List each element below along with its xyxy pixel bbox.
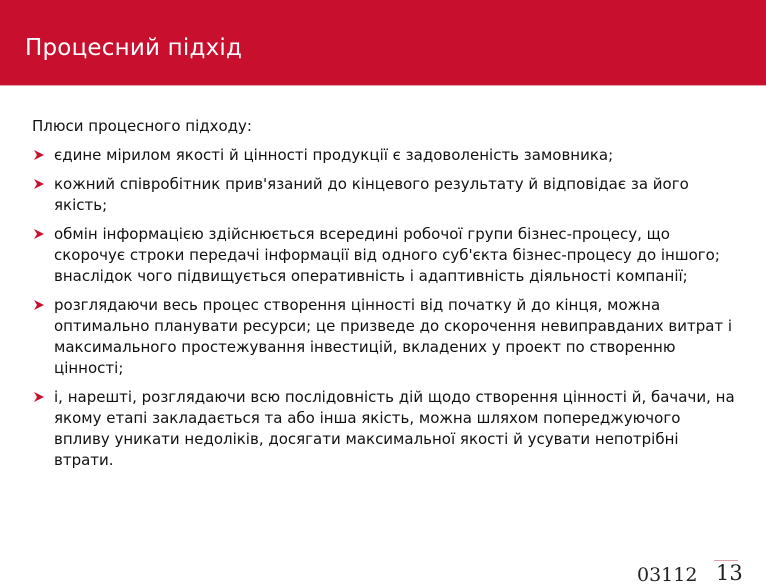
bullet-text: обмін інформацією здійснюється всередині робочої групи бізнес-процесу, що скорочує строки передачі інформації від одного суб'єкта бізнес-процесу до іншого; внаслідок чого підвищується оперативність і адаптивність діяльності компанії; xyxy=(54,225,720,285)
list-item xyxy=(32,387,740,471)
intro-text: Плюси процесного підходу: xyxy=(32,117,252,135)
slide-header xyxy=(0,0,766,86)
chevron-right-icon xyxy=(32,298,46,312)
bullet-text: розглядаючи весь процес створення цінності від початку й до кінця, можна оптимально планувати ресурси; це призведе до скорочення невиправданих витрат і максимального простежування інвестицій, вкладених у проект по створенню цінності; xyxy=(54,296,733,377)
chevron-right-icon xyxy=(32,390,46,404)
slide-footer xyxy=(0,546,766,586)
list-item xyxy=(32,174,740,216)
bullet-text: єдине мірилом якості й цінності продукції є задоволеність замовника; xyxy=(54,146,614,164)
chevron-right-icon xyxy=(32,148,46,162)
chevron-right-icon xyxy=(32,227,46,241)
slide-content xyxy=(32,116,740,479)
page-number: 13 xyxy=(716,561,743,585)
chevron-right-icon xyxy=(32,177,46,191)
slide-code: 03112 xyxy=(637,564,698,586)
list-item xyxy=(32,224,740,287)
slide-title: Процесний підхід xyxy=(25,35,243,61)
bullet-text: і, нарешті, розглядаючи всю послідовність дій щодо створення цінності й, бачачи, на якому етапі закладається та або інша якість, можна шляхом попереджуючого впливу уникати недоліків, досягати максимальної якості й усувати непотрібні втрати. xyxy=(54,388,735,469)
list-item xyxy=(32,295,740,379)
bullet-list xyxy=(32,145,740,471)
list-item xyxy=(32,145,740,166)
bullet-text: кожний співробітник прив'язаний до кінцевого результату й відповідає за його якість; xyxy=(54,175,689,214)
